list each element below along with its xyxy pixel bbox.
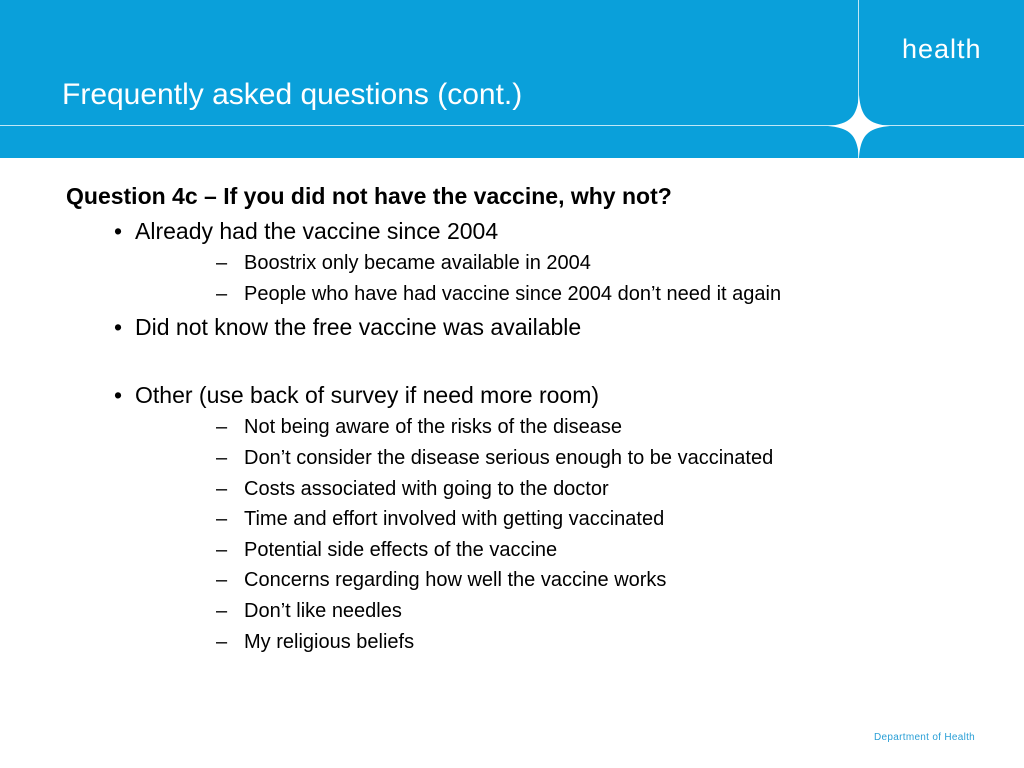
sub-bullet-text: People who have had vaccine since 2004 don’t need it again: [244, 283, 782, 305]
bullet-icon: •: [114, 382, 123, 408]
sub-bullet-item: [216, 447, 773, 470]
sub-bullet-text: Don’t consider the disease serious enough to be vaccinated: [244, 447, 774, 469]
sub-bullet-text: My religious beliefs: [244, 631, 415, 653]
sub-bullet-item: [216, 252, 591, 275]
dash-icon: –: [216, 600, 228, 622]
sub-bullet-item: [216, 600, 402, 623]
bullet-icon: •: [114, 314, 123, 340]
dash-icon: –: [216, 631, 228, 653]
bullet-item: [114, 382, 599, 409]
sub-bullet-item: [216, 539, 557, 562]
question-heading: Question 4c – If you did not have the vaccine, why not?: [66, 183, 672, 209]
sub-bullet-text: Don’t like needles: [244, 600, 402, 622]
bullet-text: Other (use back of survey if need more room): [135, 382, 600, 408]
dash-icon: –: [216, 447, 228, 469]
sub-bullet-text: Boostrix only became available in 2004: [244, 252, 591, 274]
dash-icon: –: [216, 283, 228, 305]
sub-bullet-text: Concerns regarding how well the vaccine works: [244, 569, 667, 591]
sub-bullet-text: Not being aware of the risks of the disease: [244, 416, 622, 438]
bullet-text: Already had the vaccine since 2004: [135, 218, 499, 244]
sub-bullet-item: [216, 478, 609, 501]
dash-icon: –: [216, 508, 228, 530]
dash-icon: –: [216, 478, 228, 500]
sub-bullet-text: Time and effort involved with getting vaccinated: [244, 508, 665, 530]
dash-icon: –: [216, 252, 228, 274]
sub-bullet-item: [216, 631, 414, 654]
bullet-item: [114, 218, 498, 245]
bullet-text: Did not know the free vaccine was available: [135, 314, 582, 340]
bullet-item: [114, 314, 581, 341]
department-logo-text: Department of Health: [874, 732, 976, 743]
sub-bullet-item: [216, 416, 622, 439]
page-title: Frequently asked questions (cont.): [62, 78, 523, 111]
brand-logo-text: health: [902, 34, 982, 64]
sub-bullet-item: [216, 569, 666, 592]
sub-bullet-item: [216, 283, 781, 306]
sub-bullet-text: Potential side effects of the vaccine: [244, 539, 558, 561]
dash-icon: –: [216, 539, 228, 561]
sub-bullet-text: Costs associated with going to the doctor: [244, 478, 609, 500]
dash-icon: –: [216, 569, 228, 591]
dash-icon: –: [216, 416, 228, 438]
sub-bullet-item: [216, 508, 664, 531]
bullet-icon: •: [114, 218, 123, 244]
